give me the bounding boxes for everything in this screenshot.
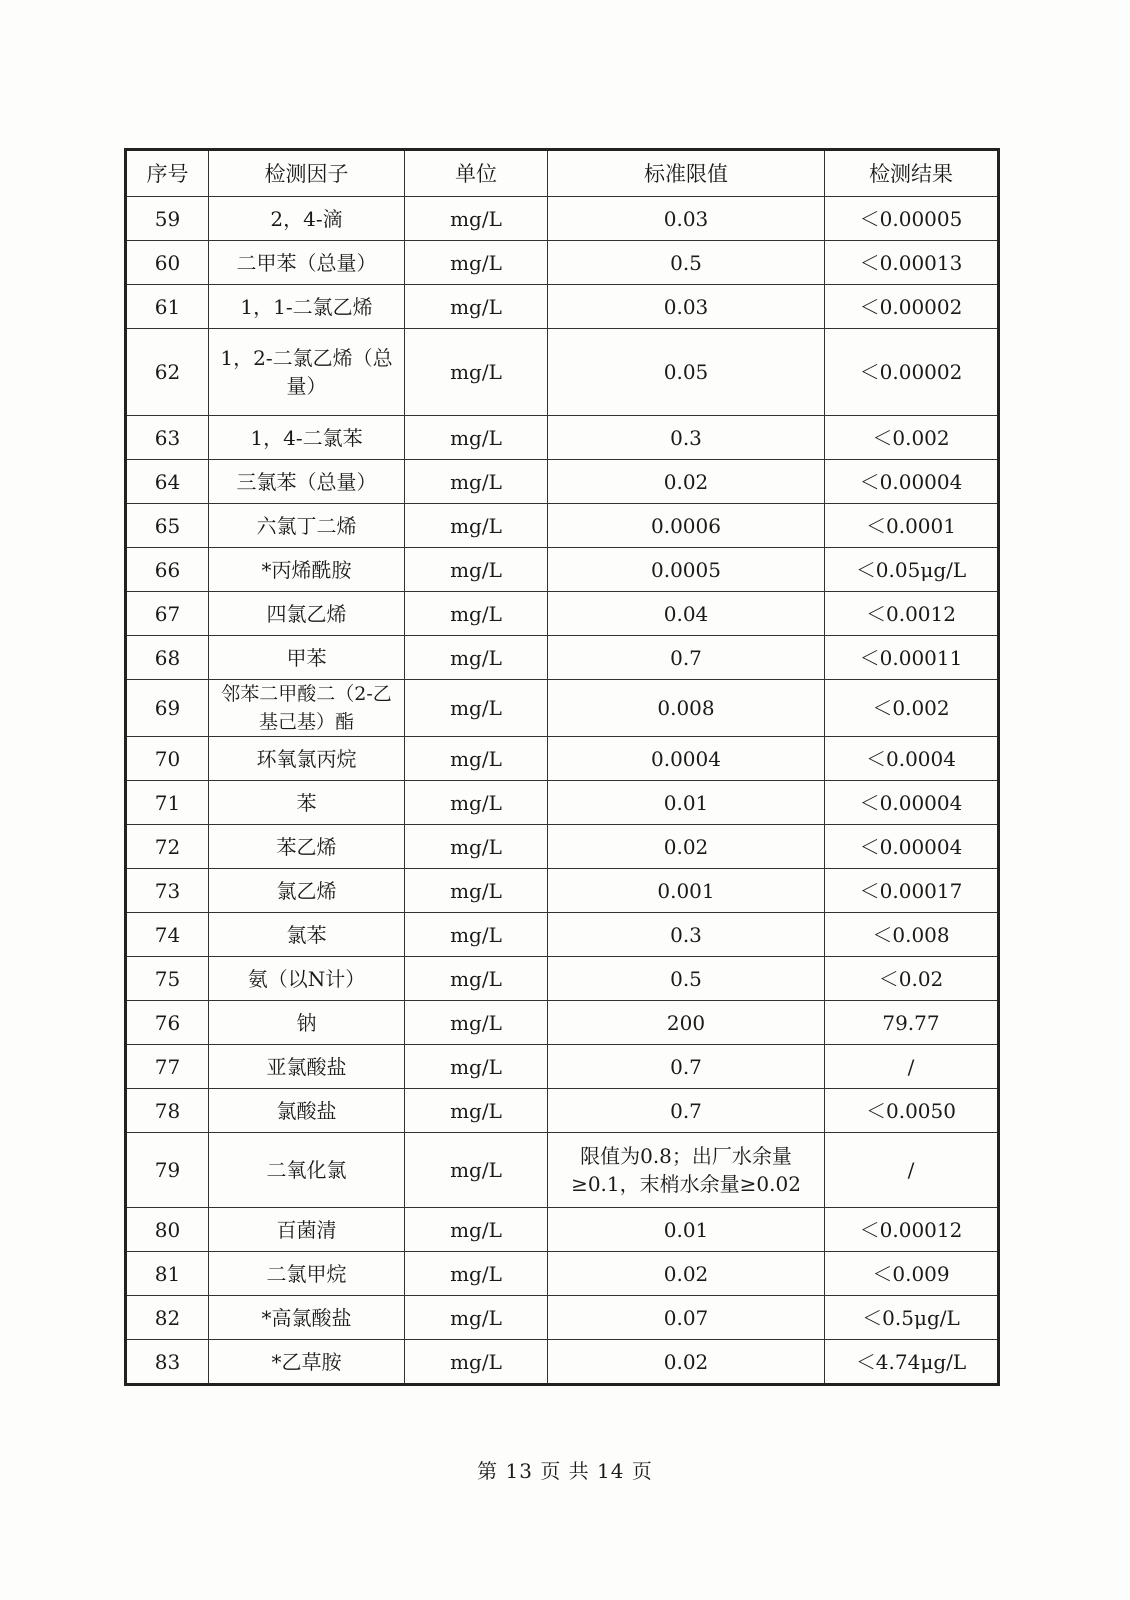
- table-row: [126, 825, 999, 869]
- header-factor: 检测因子: [209, 150, 405, 197]
- cell-factor: 亚氯酸盐: [209, 1045, 405, 1089]
- cell-factor: 环氧氯丙烷: [209, 737, 405, 781]
- cell-limit: 0.02: [548, 460, 825, 504]
- cell-limit: 0.5: [548, 241, 825, 285]
- table-row: [126, 548, 999, 592]
- cell-limit: 0.01: [548, 781, 825, 825]
- cell-result: ＜0.0001: [825, 504, 999, 548]
- table-row: [126, 913, 999, 957]
- cell-result: ＜0.00017: [825, 869, 999, 913]
- table-row: [126, 1089, 999, 1133]
- cell-no: 73: [126, 869, 209, 913]
- cell-unit: mg/L: [405, 957, 548, 1001]
- cell-result: ＜0.0004: [825, 737, 999, 781]
- cell-limit: 0.001: [548, 869, 825, 913]
- table-row: [126, 1133, 999, 1208]
- cell-result: ＜0.00002: [825, 285, 999, 329]
- cell-factor: 氯酸盐: [209, 1089, 405, 1133]
- cell-unit: mg/L: [405, 1296, 548, 1340]
- cell-limit: 0.03: [548, 197, 825, 241]
- cell-limit: 0.02: [548, 825, 825, 869]
- cell-unit: mg/L: [405, 592, 548, 636]
- cell-factor: 1，2-二氯乙烯（总量）: [209, 329, 405, 416]
- cell-result: ＜0.00004: [825, 460, 999, 504]
- cell-result: /: [825, 1133, 999, 1208]
- table-row: [126, 329, 999, 416]
- cell-result: ＜0.00011: [825, 636, 999, 680]
- cell-factor: 2，4-滴: [209, 197, 405, 241]
- cell-unit: mg/L: [405, 737, 548, 781]
- cell-result: ＜0.002: [825, 416, 999, 460]
- cell-no: 76: [126, 1001, 209, 1045]
- cell-no: 71: [126, 781, 209, 825]
- cell-no: 82: [126, 1296, 209, 1340]
- cell-limit: 0.03: [548, 285, 825, 329]
- header-no: 序号: [126, 150, 209, 197]
- cell-unit: mg/L: [405, 241, 548, 285]
- cell-limit: 200: [548, 1001, 825, 1045]
- cell-unit: mg/L: [405, 1089, 548, 1133]
- cell-factor: 钠: [209, 1001, 405, 1045]
- cell-unit: mg/L: [405, 416, 548, 460]
- cell-factor: *高氯酸盐: [209, 1296, 405, 1340]
- cell-limit: 0.07: [548, 1296, 825, 1340]
- cell-result: ＜0.0050: [825, 1089, 999, 1133]
- cell-factor: 邻苯二甲酸二（2-乙基己基）酯: [209, 680, 405, 737]
- page-number: 第 13 页 共 14 页: [477, 1459, 653, 1483]
- cell-unit: mg/L: [405, 869, 548, 913]
- cell-result: ＜0.002: [825, 680, 999, 737]
- cell-unit: mg/L: [405, 1252, 548, 1296]
- cell-factor: 苯乙烯: [209, 825, 405, 869]
- cell-no: 77: [126, 1045, 209, 1089]
- cell-limit: 0.008: [548, 680, 825, 737]
- table-row: [126, 416, 999, 460]
- cell-result: ＜0.05μg/L: [825, 548, 999, 592]
- cell-limit: 0.05: [548, 329, 825, 416]
- cell-no: 64: [126, 460, 209, 504]
- cell-unit: mg/L: [405, 1001, 548, 1045]
- table-row: [126, 1252, 999, 1296]
- table-row: [126, 869, 999, 913]
- cell-factor: 二氧化氯: [209, 1133, 405, 1208]
- cell-no: 78: [126, 1089, 209, 1133]
- table-row: [126, 680, 999, 737]
- cell-limit: 0.3: [548, 913, 825, 957]
- cell-unit: mg/L: [405, 197, 548, 241]
- cell-no: 69: [126, 680, 209, 737]
- cell-result: ＜0.00012: [825, 1208, 999, 1252]
- cell-factor: 二甲苯（总量）: [209, 241, 405, 285]
- cell-unit: mg/L: [405, 329, 548, 416]
- header-unit: 单位: [405, 150, 548, 197]
- cell-factor: *乙草胺: [209, 1340, 405, 1385]
- cell-factor: 六氯丁二烯: [209, 504, 405, 548]
- cell-no: 75: [126, 957, 209, 1001]
- cell-unit: mg/L: [405, 913, 548, 957]
- table-row: [126, 460, 999, 504]
- cell-unit: mg/L: [405, 548, 548, 592]
- cell-no: 61: [126, 285, 209, 329]
- table-body: [126, 197, 999, 1385]
- cell-limit: 0.0006: [548, 504, 825, 548]
- cell-no: 80: [126, 1208, 209, 1252]
- cell-result: ＜0.009: [825, 1252, 999, 1296]
- cell-limit: 0.7: [548, 1089, 825, 1133]
- cell-result: ＜4.74μg/L: [825, 1340, 999, 1385]
- cell-factor: 氨（以N计）: [209, 957, 405, 1001]
- cell-unit: mg/L: [405, 680, 548, 737]
- cell-factor: 二氯甲烷: [209, 1252, 405, 1296]
- cell-no: 63: [126, 416, 209, 460]
- table-row: [126, 197, 999, 241]
- cell-result: ＜0.5μg/L: [825, 1296, 999, 1340]
- cell-unit: mg/L: [405, 825, 548, 869]
- cell-result: ＜0.00013: [825, 241, 999, 285]
- cell-factor: 苯: [209, 781, 405, 825]
- table-row: [126, 504, 999, 548]
- cell-limit: 0.3: [548, 416, 825, 460]
- cell-result: ＜0.00004: [825, 825, 999, 869]
- cell-limit: 0.5: [548, 957, 825, 1001]
- cell-no: 72: [126, 825, 209, 869]
- cell-result: ＜0.008: [825, 913, 999, 957]
- table-row: [126, 1296, 999, 1340]
- table-row: [126, 1045, 999, 1089]
- cell-unit: mg/L: [405, 1208, 548, 1252]
- cell-unit: mg/L: [405, 504, 548, 548]
- cell-no: 68: [126, 636, 209, 680]
- cell-unit: mg/L: [405, 285, 548, 329]
- cell-unit: mg/L: [405, 460, 548, 504]
- cell-unit: mg/L: [405, 1340, 548, 1385]
- cell-factor: 三氯苯（总量）: [209, 460, 405, 504]
- cell-no: 70: [126, 737, 209, 781]
- cell-limit: 0.0005: [548, 548, 825, 592]
- cell-limit: 0.7: [548, 636, 825, 680]
- cell-no: 65: [126, 504, 209, 548]
- cell-no: 74: [126, 913, 209, 957]
- cell-limit: 0.02: [548, 1340, 825, 1385]
- cell-result: ＜0.00005: [825, 197, 999, 241]
- header-result: 检测结果: [825, 150, 999, 197]
- table-row: [126, 285, 999, 329]
- cell-no: 59: [126, 197, 209, 241]
- cell-result: ＜0.00002: [825, 329, 999, 416]
- table-row: [126, 1208, 999, 1252]
- cell-factor: 甲苯: [209, 636, 405, 680]
- cell-result: ＜0.0012: [825, 592, 999, 636]
- cell-unit: mg/L: [405, 636, 548, 680]
- header-limit: 标准限值: [548, 150, 825, 197]
- cell-no: 67: [126, 592, 209, 636]
- cell-unit: mg/L: [405, 1045, 548, 1089]
- cell-result: /: [825, 1045, 999, 1089]
- cell-no: 60: [126, 241, 209, 285]
- cell-limit: 0.04: [548, 592, 825, 636]
- cell-no: 62: [126, 329, 209, 416]
- cell-limit: 0.7: [548, 1045, 825, 1089]
- table-row: [126, 737, 999, 781]
- cell-limit: 0.0004: [548, 737, 825, 781]
- table-row: [126, 781, 999, 825]
- cell-result: ＜0.00004: [825, 781, 999, 825]
- cell-limit: 0.02: [548, 1252, 825, 1296]
- cell-factor: *丙烯酰胺: [209, 548, 405, 592]
- cell-no: 81: [126, 1252, 209, 1296]
- cell-unit: mg/L: [405, 1133, 548, 1208]
- cell-limit: 0.01: [548, 1208, 825, 1252]
- cell-no: 66: [126, 548, 209, 592]
- table-row: [126, 957, 999, 1001]
- cell-limit: 限值为0.8；出厂水余量≥0.1，末梢水余量≥0.02: [548, 1133, 825, 1208]
- cell-no: 79: [126, 1133, 209, 1208]
- cell-factor: 氯乙烯: [209, 869, 405, 913]
- cell-factor: 1，1-二氯乙烯: [209, 285, 405, 329]
- cell-unit: mg/L: [405, 781, 548, 825]
- table-row: [126, 1340, 999, 1385]
- cell-result: ＜0.02: [825, 957, 999, 1001]
- table-row: [126, 241, 999, 285]
- test-results-table: [124, 148, 1000, 1386]
- table-row: [126, 636, 999, 680]
- cell-factor: 氯苯: [209, 913, 405, 957]
- cell-no: 83: [126, 1340, 209, 1385]
- table-row: [126, 1001, 999, 1045]
- table-row: [126, 592, 999, 636]
- table-header-row: [126, 150, 999, 197]
- cell-factor: 百菌清: [209, 1208, 405, 1252]
- cell-factor: 四氯乙烯: [209, 592, 405, 636]
- cell-factor: 1，4-二氯苯: [209, 416, 405, 460]
- cell-result: 79.77: [825, 1001, 999, 1045]
